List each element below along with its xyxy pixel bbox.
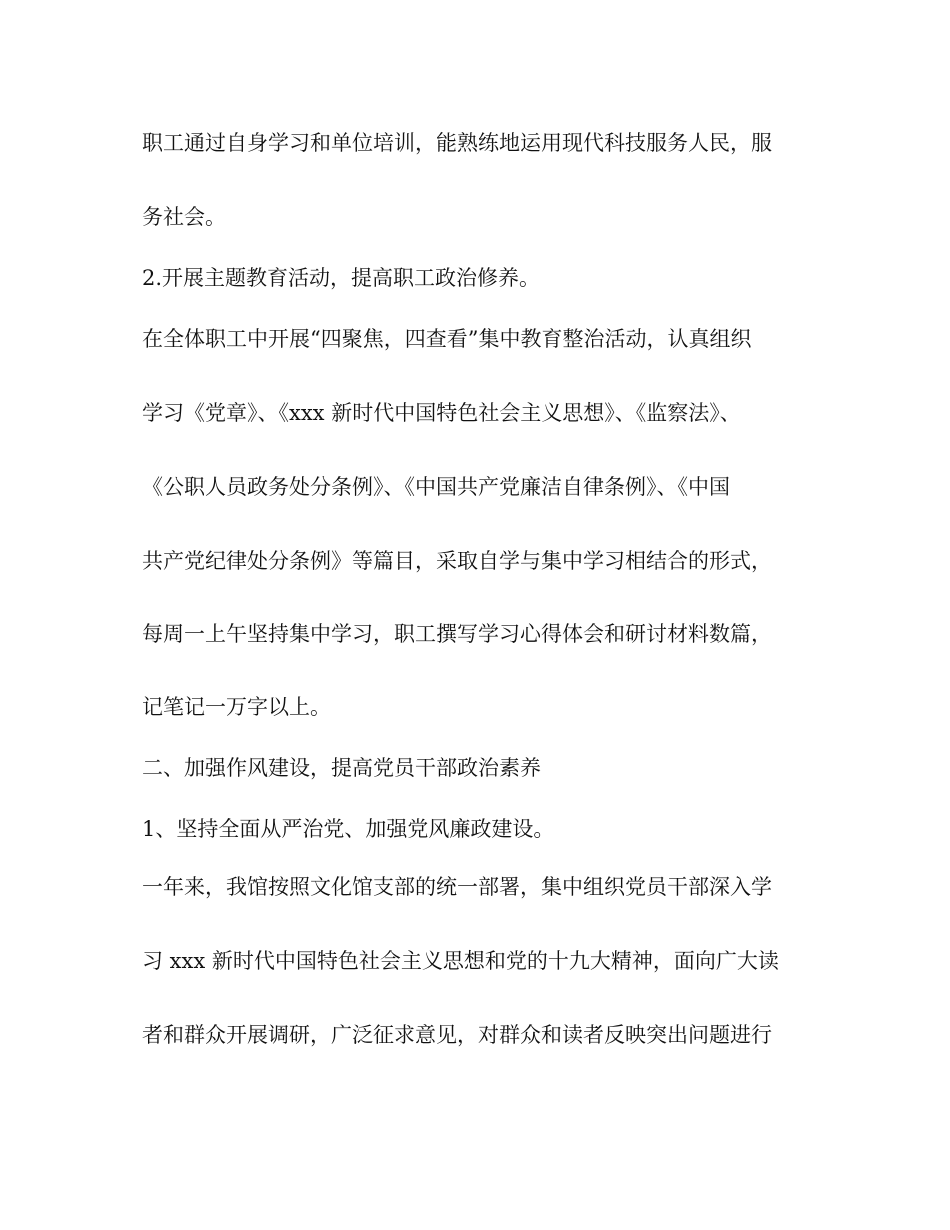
paragraph-line: 者和群众开展调研，广泛征求意见，对群众和读者反映突出问题进行 bbox=[142, 1023, 772, 1047]
paragraph-line: 在全体职工中开展“四聚焦，四查看”集中教育整治活动，认真组织 bbox=[142, 327, 752, 351]
paragraph-line: 一年来，我馆按照文化馆支部的统一部署，集中组织党员干部深入学 bbox=[142, 875, 772, 899]
paragraph-line: 务社会。 bbox=[142, 205, 226, 229]
section-heading: 二、加强作风建设，提高党员干部政治素养 bbox=[142, 756, 541, 780]
paragraph-line: 《公职人员政务处分条例》、《中国共产党廉洁自律条例》、《中国 bbox=[142, 475, 730, 499]
section-heading: 2.开展主题教育活动，提高职工政治修养。 bbox=[142, 266, 541, 290]
paragraph-line: 学习《党章》、《xxx 新时代中国特色社会主义思想》、《监察法》、 bbox=[142, 401, 741, 425]
paragraph-line: 每周一上午坚持集中学习，职工撰写学习心得体会和研讨材料数篇， bbox=[142, 622, 772, 646]
paragraph-line: 记笔记一万字以上。 bbox=[142, 695, 331, 719]
section-heading: 1、坚持全面从严治党、加强党风廉政建设。 bbox=[142, 817, 555, 841]
paragraph-line: 职工通过自身学习和单位培训，能熟练地运用现代科技服务人民，服 bbox=[142, 131, 772, 155]
paragraph-line: 共产党纪律处分条例》等篇目，采取自学与集中学习相结合的形式， bbox=[142, 549, 772, 573]
paragraph-line: 习 xxx 新时代中国特色社会主义思想和党的十九大精神，面向广大读 bbox=[142, 949, 779, 973]
